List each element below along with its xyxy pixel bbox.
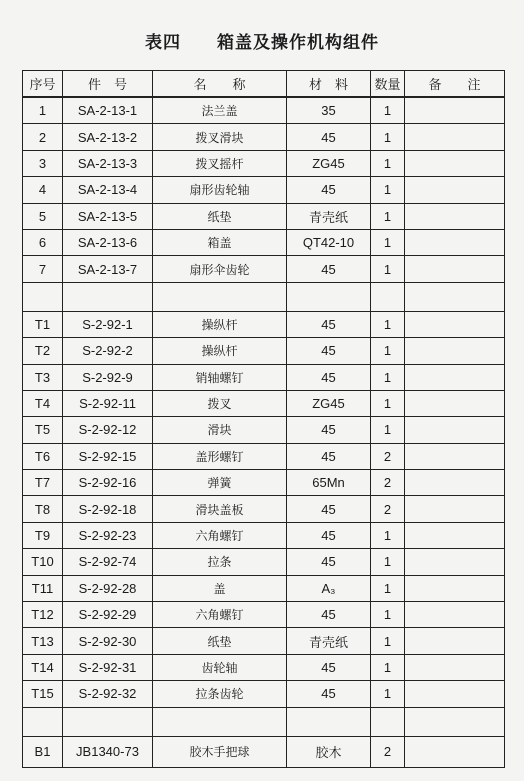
cell-seq: T2 [23, 338, 63, 364]
cell-remark [405, 97, 505, 124]
cell-remark [405, 229, 505, 255]
table-row [23, 390, 505, 416]
cell-name: 盖 [153, 575, 287, 601]
cell-remark [405, 390, 505, 416]
table-row [23, 707, 505, 736]
cell-remark [405, 417, 505, 443]
cell-remark [405, 203, 505, 229]
cell-seq: T1 [23, 311, 63, 337]
cell-qty: 1 [371, 338, 405, 364]
table-row [23, 124, 505, 150]
cell-name [153, 282, 287, 311]
cell-material: 45 [287, 654, 371, 680]
cell-name: 拉条齿轮 [153, 681, 287, 707]
cell-part-no: S-2-92-18 [63, 496, 153, 522]
cell-material: 45 [287, 496, 371, 522]
cell-remark [405, 681, 505, 707]
table-row [23, 681, 505, 707]
cell-remark [405, 628, 505, 654]
cell-part-no [63, 282, 153, 311]
cell-material: ZG45 [287, 150, 371, 176]
parts-table [22, 70, 505, 768]
cell-seq: T10 [23, 549, 63, 575]
cell-name: 拨叉滑块 [153, 124, 287, 150]
cell-part-no: SA-2-13-6 [63, 229, 153, 255]
cell-part-no: SA-2-13-7 [63, 256, 153, 282]
cell-remark [405, 549, 505, 575]
cell-qty: 1 [371, 364, 405, 390]
table-row [23, 417, 505, 443]
cell-part-no: S-2-92-31 [63, 654, 153, 680]
cell-part-no: S-2-92-23 [63, 522, 153, 548]
table-row [23, 654, 505, 680]
table-row [23, 496, 505, 522]
cell-name: 滑块 [153, 417, 287, 443]
cell-name: 销轴螺钉 [153, 364, 287, 390]
cell-qty: 1 [371, 549, 405, 575]
cell-material: ZG45 [287, 390, 371, 416]
cell-material: 45 [287, 443, 371, 469]
cell-material: 45 [287, 681, 371, 707]
cell-seq [23, 282, 63, 311]
cell-qty: 1 [371, 575, 405, 601]
cell-seq: 7 [23, 256, 63, 282]
cell-qty: 1 [371, 203, 405, 229]
cell-seq: 2 [23, 124, 63, 150]
cell-seq: T14 [23, 654, 63, 680]
cell-name: 纸垫 [153, 628, 287, 654]
cell-material: 45 [287, 124, 371, 150]
cell-remark [405, 522, 505, 548]
cell-seq: T13 [23, 628, 63, 654]
cell-part-no: S-2-92-74 [63, 549, 153, 575]
table-row [23, 443, 505, 469]
cell-name: 扇形伞齿轮 [153, 256, 287, 282]
cell-remark [405, 150, 505, 176]
cell-material: 45 [287, 364, 371, 390]
cell-name: 扇形齿轮轴 [153, 177, 287, 203]
cell-remark [405, 470, 505, 496]
cell-material: 45 [287, 177, 371, 203]
cell-name: 弹簧 [153, 470, 287, 496]
cell-remark [405, 575, 505, 601]
cell-part-no: S-2-92-28 [63, 575, 153, 601]
table-row [23, 522, 505, 548]
cell-part-no: S-2-92-29 [63, 602, 153, 628]
cell-seq: 3 [23, 150, 63, 176]
cell-material: 胶木 [287, 736, 371, 767]
cell-name: 箱盖 [153, 229, 287, 255]
cell-material: QT42-10 [287, 229, 371, 255]
cell-part-no: S-2-92-30 [63, 628, 153, 654]
cell-material: 青壳纸 [287, 628, 371, 654]
cell-seq: T3 [23, 364, 63, 390]
page-title: 表四 箱盖及操作机构组件 [145, 33, 379, 53]
cell-part-no: SA-2-13-1 [63, 97, 153, 124]
cell-part-no: JB1340-73 [63, 736, 153, 767]
cell-material: 45 [287, 522, 371, 548]
table-row [23, 203, 505, 229]
cell-name: 盖形螺钉 [153, 443, 287, 469]
cell-material: 45 [287, 256, 371, 282]
cell-part-no: S-2-92-9 [63, 364, 153, 390]
cell-qty: 1 [371, 602, 405, 628]
cell-part-no: S-2-92-11 [63, 390, 153, 416]
cell-qty: 1 [371, 256, 405, 282]
header-qty: 数量 [371, 71, 405, 98]
header-seq: 序号 [23, 71, 63, 98]
cell-qty: 1 [371, 522, 405, 548]
cell-name: 胶木手把球 [153, 736, 287, 767]
cell-seq: B1 [23, 736, 63, 767]
cell-name: 拉条 [153, 549, 287, 575]
cell-name: 纸垫 [153, 203, 287, 229]
cell-qty: 1 [371, 390, 405, 416]
cell-seq: T6 [23, 443, 63, 469]
table-row [23, 150, 505, 176]
cell-part-no [63, 707, 153, 736]
cell-remark [405, 443, 505, 469]
cell-remark [405, 311, 505, 337]
cell-part-no: S-2-92-16 [63, 470, 153, 496]
table-row [23, 311, 505, 337]
table-row [23, 628, 505, 654]
cell-material: A₃ [287, 575, 371, 601]
cell-remark [405, 736, 505, 767]
cell-material: 45 [287, 417, 371, 443]
table-row [23, 229, 505, 255]
cell-qty: 1 [371, 628, 405, 654]
cell-name [153, 707, 287, 736]
cell-material: 45 [287, 338, 371, 364]
cell-material: 35 [287, 97, 371, 124]
cell-remark [405, 124, 505, 150]
cell-seq: T15 [23, 681, 63, 707]
cell-material: 45 [287, 311, 371, 337]
cell-material: 65Mn [287, 470, 371, 496]
cell-seq: 1 [23, 97, 63, 124]
table-row [23, 575, 505, 601]
cell-qty: 1 [371, 681, 405, 707]
cell-seq: T4 [23, 390, 63, 416]
cell-qty: 1 [371, 311, 405, 337]
cell-seq: T7 [23, 470, 63, 496]
cell-seq: 6 [23, 229, 63, 255]
cell-name: 法兰盖 [153, 97, 287, 124]
cell-qty: 1 [371, 150, 405, 176]
cell-remark [405, 364, 505, 390]
cell-remark [405, 282, 505, 311]
cell-seq: T11 [23, 575, 63, 601]
table-row [23, 602, 505, 628]
cell-name: 操纵杆 [153, 311, 287, 337]
cell-name: 操纵杆 [153, 338, 287, 364]
cell-qty: 1 [371, 229, 405, 255]
cell-part-no: S-2-92-2 [63, 338, 153, 364]
header-remark: 备 注 [405, 71, 505, 98]
cell-remark [405, 177, 505, 203]
header-part-no: 件 号 [63, 71, 153, 98]
table-row [23, 338, 505, 364]
table-header-row [23, 71, 505, 98]
cell-qty: 1 [371, 417, 405, 443]
cell-part-no: SA-2-13-5 [63, 203, 153, 229]
cell-material [287, 707, 371, 736]
table-row [23, 736, 505, 767]
cell-name: 六角螺钉 [153, 522, 287, 548]
cell-qty: 2 [371, 443, 405, 469]
cell-part-no: SA-2-13-4 [63, 177, 153, 203]
cell-seq [23, 707, 63, 736]
table-body [23, 97, 505, 767]
cell-qty [371, 707, 405, 736]
cell-remark [405, 496, 505, 522]
cell-material: 45 [287, 602, 371, 628]
cell-part-no: S-2-92-1 [63, 311, 153, 337]
cell-part-no: S-2-92-15 [63, 443, 153, 469]
header-material: 材 料 [287, 71, 371, 98]
cell-remark [405, 256, 505, 282]
cell-seq: T8 [23, 496, 63, 522]
cell-name: 拨叉 [153, 390, 287, 416]
cell-qty: 1 [371, 97, 405, 124]
cell-qty: 2 [371, 736, 405, 767]
cell-seq: T12 [23, 602, 63, 628]
cell-seq: T5 [23, 417, 63, 443]
cell-qty: 1 [371, 654, 405, 680]
cell-qty [371, 282, 405, 311]
header-name: 名 称 [153, 71, 287, 98]
table-row [23, 177, 505, 203]
cell-seq: 4 [23, 177, 63, 203]
cell-qty: 1 [371, 124, 405, 150]
cell-name: 滑块盖板 [153, 496, 287, 522]
cell-part-no: SA-2-13-2 [63, 124, 153, 150]
cell-remark [405, 602, 505, 628]
table-row [23, 282, 505, 311]
cell-remark [405, 654, 505, 680]
cell-name: 齿轮轴 [153, 654, 287, 680]
cell-qty: 2 [371, 470, 405, 496]
table-row [23, 470, 505, 496]
cell-seq: T9 [23, 522, 63, 548]
cell-part-no: SA-2-13-3 [63, 150, 153, 176]
cell-material [287, 282, 371, 311]
cell-material: 青壳纸 [287, 203, 371, 229]
cell-name: 拨叉摇杆 [153, 150, 287, 176]
cell-qty: 1 [371, 177, 405, 203]
cell-material: 45 [287, 549, 371, 575]
cell-name: 六角螺钉 [153, 602, 287, 628]
cell-qty: 2 [371, 496, 405, 522]
cell-part-no: S-2-92-32 [63, 681, 153, 707]
cell-remark [405, 707, 505, 736]
table-row [23, 97, 505, 124]
cell-seq: 5 [23, 203, 63, 229]
table-row [23, 256, 505, 282]
cell-remark [405, 338, 505, 364]
table-row [23, 364, 505, 390]
cell-part-no: S-2-92-12 [63, 417, 153, 443]
table-row [23, 549, 505, 575]
